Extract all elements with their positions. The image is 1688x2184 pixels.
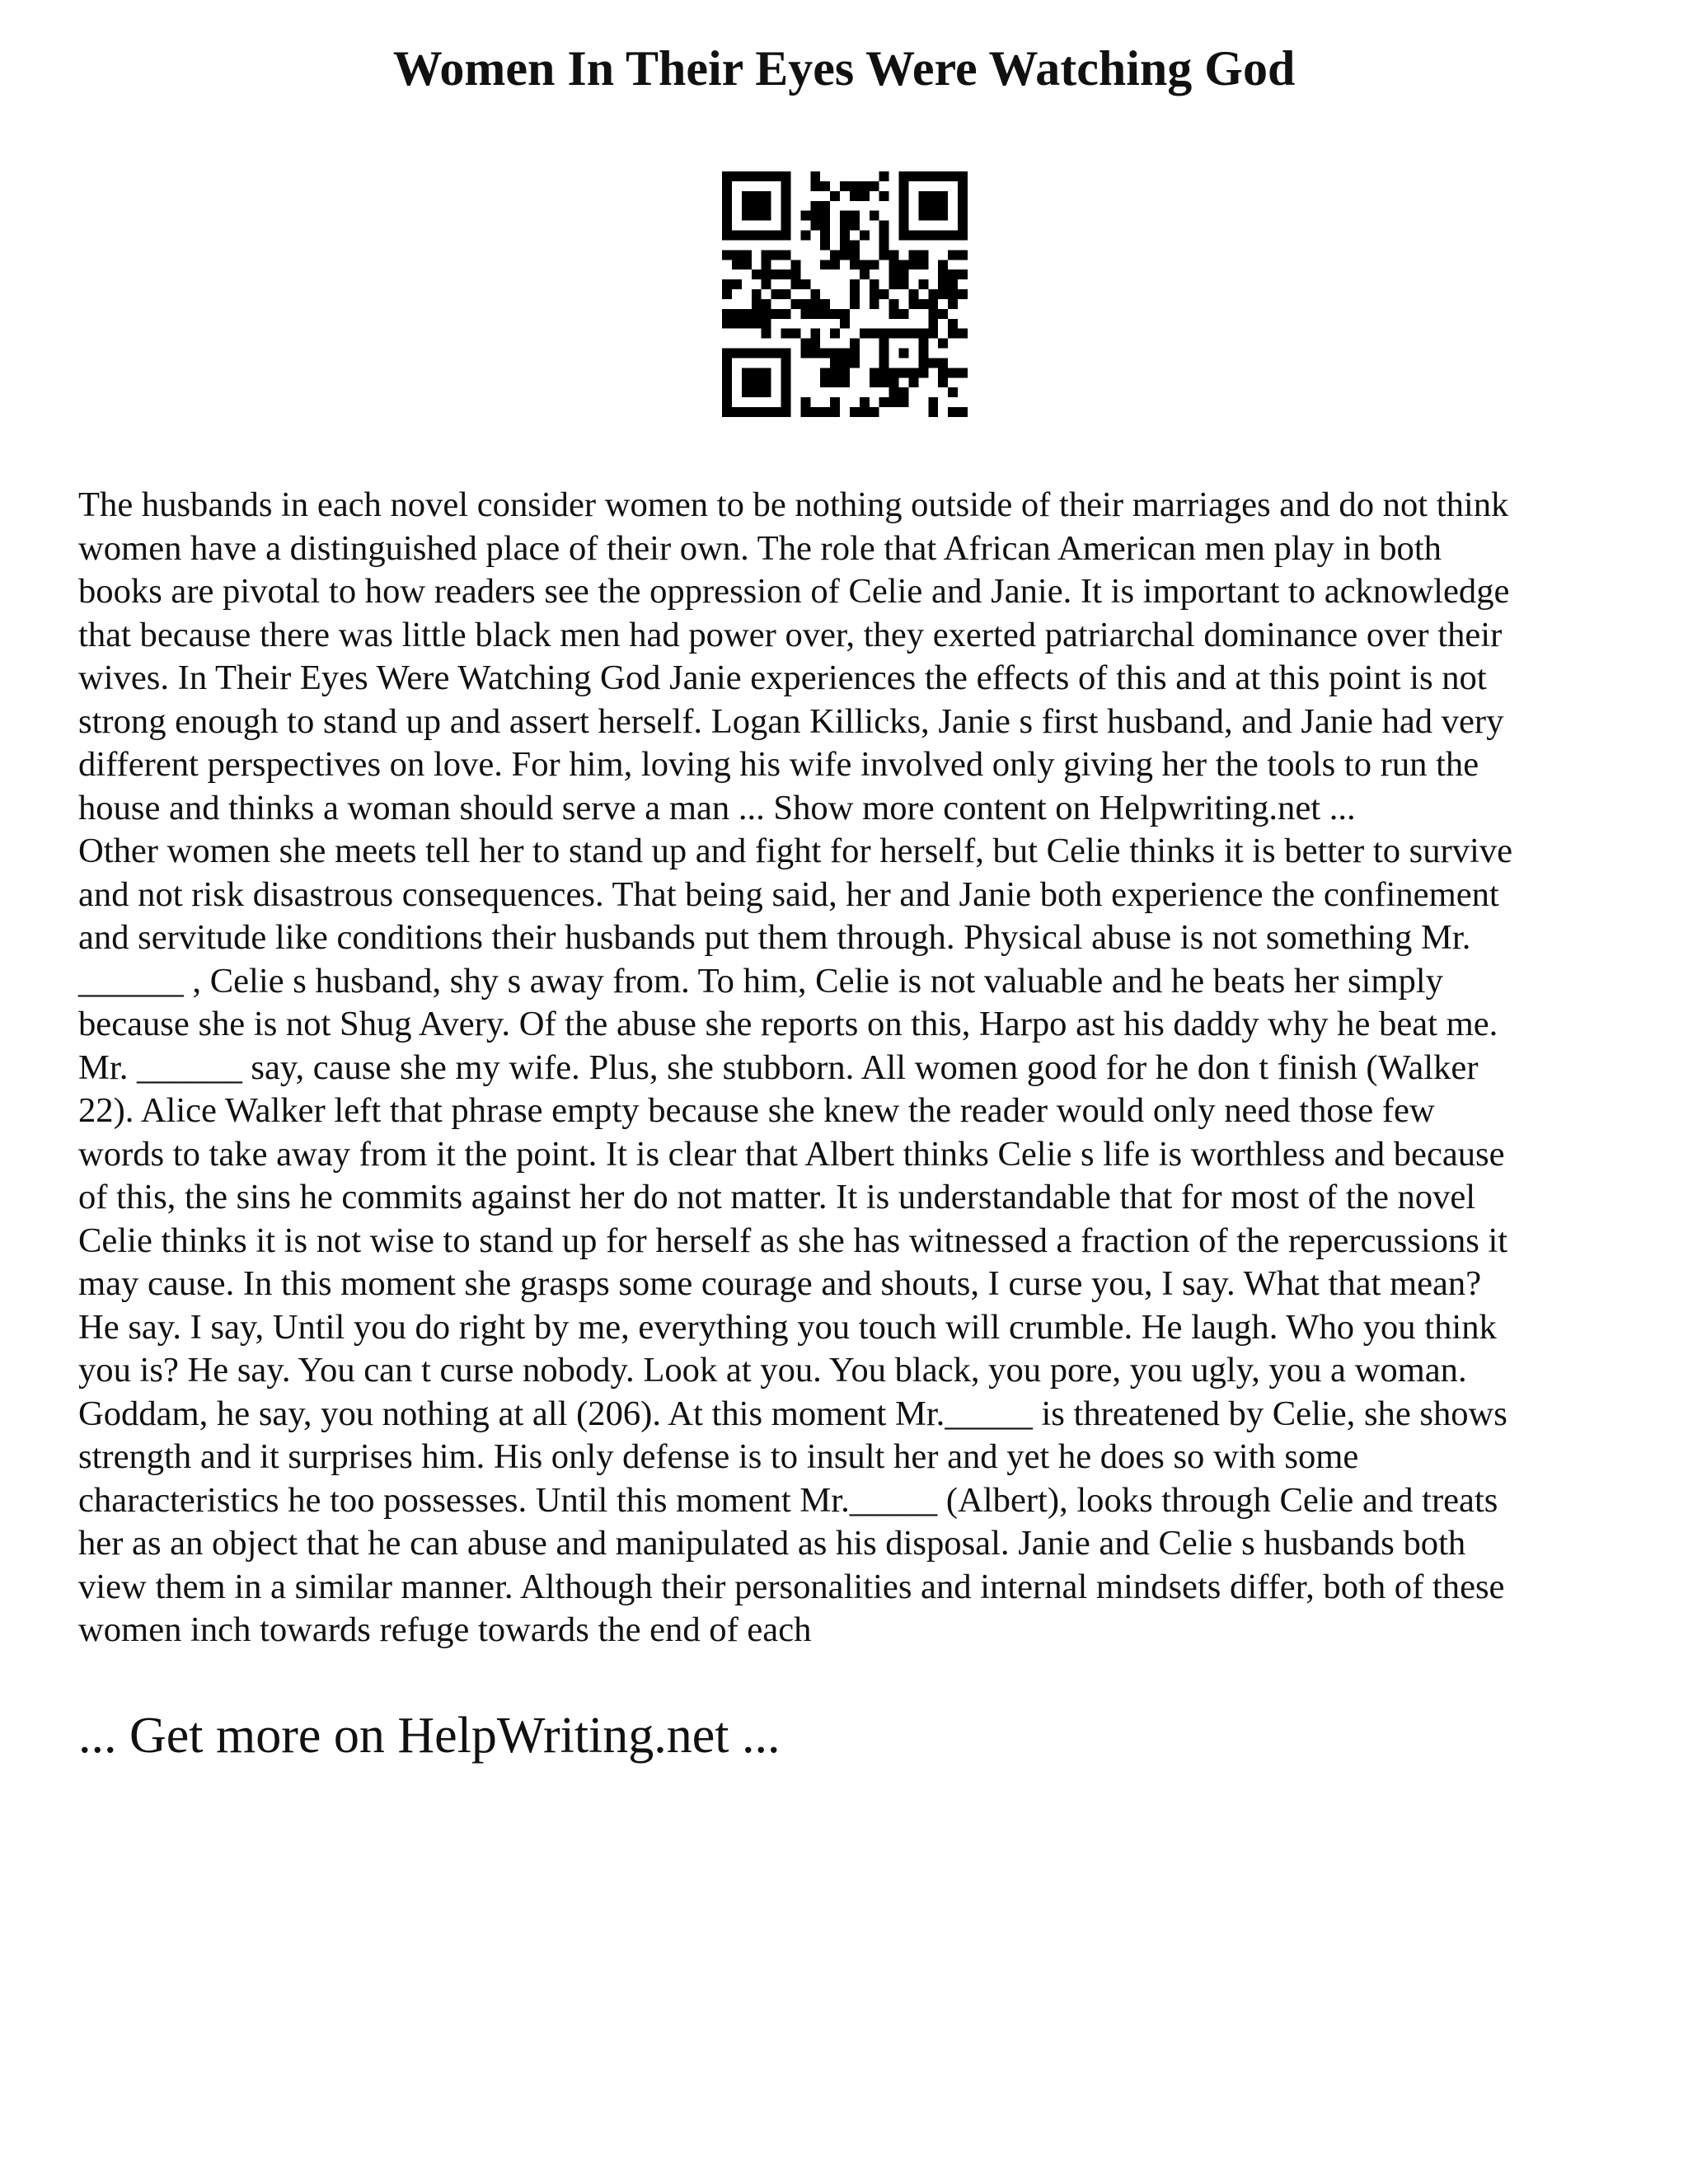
body-text-line: characteristics he too possesses. Until this moment Mr._____ (Albert), looks through Celie and treats xyxy=(78,1480,1498,1520)
body-text-line: The husbands in each novel consider women to be nothing outside of their marriages and do not think xyxy=(78,485,1509,524)
body-text-line: that because there was little black men had power over, they exerted patriarchal dominance over their xyxy=(78,615,1503,654)
body-text xyxy=(78,484,1628,1652)
body-text-line: Celie thinks it is not wise to stand up for herself as she has witnessed a fraction of the repercussions it xyxy=(78,1221,1508,1260)
body-text-line: you is? He say. You can t curse nobody. Look at you. You black, you pore, you ugly, you a woman. xyxy=(78,1351,1467,1390)
body-text-line: of this, the sins he commits against her do not matter. It is understandable that for most of the novel xyxy=(78,1178,1476,1216)
body-text-line: Mr. ______ say, cause she my wife. Plus, she stubborn. All women good for he don t finish (Walker xyxy=(78,1047,1479,1087)
body-text-line: ______ , Celie s husband, shy s away from. To him, Celie is not valuable and he beats her simply xyxy=(78,961,1443,1001)
body-text-line: women have a distinguished place of their own. The role that African American men play in both xyxy=(78,528,1442,568)
body-text-line: Goddam, he say, you nothing at all (206). At this moment Mr._____ is threatened by Celie, she shows xyxy=(78,1394,1507,1433)
body-text-line: may cause. In this moment she grasps some courage and shouts, I curse you, I say. What that mean? xyxy=(78,1264,1482,1303)
body-text-line: 22). Alice Walker left that phrase empty because she knew the reader would only need those few xyxy=(78,1091,1435,1130)
body-text-line: women inch towards refuge towards the end of each xyxy=(78,1610,812,1649)
body-text-line: her as an object that he can abuse and manipulated as his disposal. Janie and Celie s husbands both xyxy=(78,1524,1466,1563)
body-text-line: view them in a similar manner. Although their personalities and internal mindsets differ, both of these xyxy=(78,1567,1505,1606)
body-text-line: wives. In Their Eyes Were Watching God Janie experiences the effects of this and at this point is not xyxy=(78,658,1487,697)
body-text-line: different perspectives on love. For him, loving his wife involved only giving her the tools to run the xyxy=(78,745,1479,784)
body-text-line: strength and it surprises him. His only defense is to insult her and yet he does so with some xyxy=(78,1437,1359,1476)
body-text-line: He say. I say, Until you do right by me, everything you touch will crumble. He laugh. Who you think xyxy=(78,1307,1497,1347)
get-more-link[interactable]: ... Get more on HelpWriting.net ... xyxy=(78,1708,781,1764)
body-text-line: house and thinks a woman should serve a man ... Show more content on Helpwriting.net ... xyxy=(78,788,1356,827)
body-text-line: and not risk disastrous consequences. That being said, her and Janie both experience the confinement xyxy=(78,874,1499,914)
body-text-line: strong enough to stand up and assert herself. Logan Killicks, Janie s first husband, and Janie had very xyxy=(78,701,1504,741)
body-text-line: words to take away from it the point. It is clear that Albert thinks Celie s life is worthless and because xyxy=(78,1134,1505,1174)
qr-code-icon xyxy=(722,171,968,417)
qr-code-graphic xyxy=(722,171,968,417)
page-title: Women In Their Eyes Were Watching God xyxy=(392,41,1296,96)
body-text-line: Other women she meets tell her to stand up and fight for herself, but Celie thinks it is better to survive xyxy=(78,832,1513,870)
body-text-line: books are pivotal to how readers see the oppression of Celie and Janie. It is important to acknowledge xyxy=(78,572,1510,611)
body-text-line: because she is not Shug Avery. Of the abuse she reports on this, Harpo ast his daddy why he beat me. xyxy=(78,1005,1498,1043)
body-text-line: and servitude like conditions their husbands put them through. Physical abuse is not something Mr. xyxy=(78,918,1471,957)
